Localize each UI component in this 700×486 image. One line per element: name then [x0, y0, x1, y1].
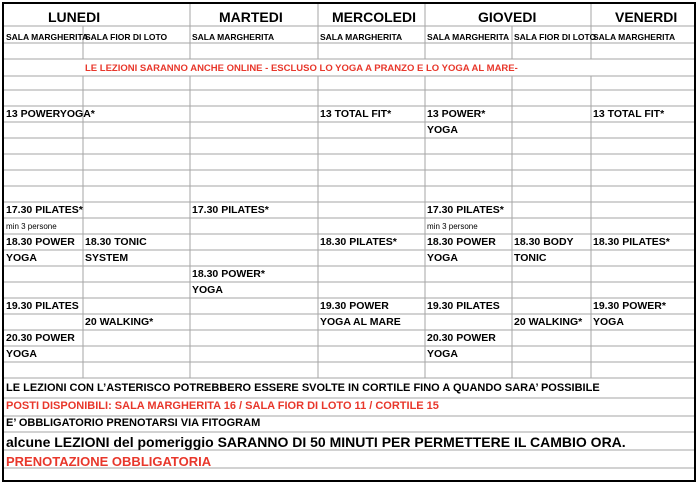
room-lun-a: SALA MARGHERITA — [6, 32, 89, 42]
class-lun-1300: 13 POWERYOGA* — [6, 108, 95, 120]
class-gio-1730: 17.30 PILATES* — [427, 204, 504, 216]
day-header-venerdi: VENERDI — [615, 9, 678, 25]
class-lun-1930: 19.30 PILATES — [6, 300, 79, 312]
room-lun-b: SALA FIOR DI LOTO — [85, 32, 168, 42]
class-giob-2000: 20 WALKING* — [514, 316, 583, 328]
note-posti: POSTI DISPONIBILI: SALA MARGHERITA 16 / SALA FIOR DI LOTO 11 / CORTILE 15 — [6, 400, 439, 412]
min-persone-gio: min 3 persone — [427, 222, 478, 231]
class-mer-1300: 13 TOTAL FIT* — [320, 108, 392, 120]
class-mar-1830: 18.30 POWER* — [192, 268, 265, 280]
class-lun-2030: 20.30 POWER — [6, 332, 75, 344]
class-lunb-1830: 18.30 TONIC — [85, 236, 147, 248]
day-header-lunedi: LUNEDI — [48, 9, 101, 25]
class-gio-1300: 13 POWER* — [427, 108, 486, 120]
room-gio-a: SALA MARGHERITA — [427, 32, 510, 42]
note-cortile: LE LEZIONI CON L’ASTERISCO POTREBBERO ESSERE SVOLTE IN CORTILE FINO A QUANDO SARA’ POSSIBILE — [6, 382, 600, 394]
class-giob-1830: 18.30 BODY — [514, 236, 574, 248]
class-gio-1830-line2: YOGA — [427, 252, 458, 264]
schedule-table — [2, 2, 696, 482]
room-ven: SALA MARGHERITA — [593, 32, 676, 42]
note-cinquanta: alcune LEZIONI del pomeriggio SARANNO DI 50 MINUTI PER PERMETTERE IL CAMBIO ORA. — [6, 434, 626, 450]
day-header-martedi: MARTEDI — [219, 9, 283, 25]
class-lun-2030-line2: YOGA — [6, 348, 37, 360]
class-mar-1830-line2: YOGA — [192, 284, 223, 296]
class-giob-1830-line2: TONIC — [514, 252, 547, 264]
class-mer-1930-line2: YOGA AL MARE — [320, 316, 401, 328]
room-mar: SALA MARGHERITA — [192, 32, 275, 42]
note-fitogram: E’ OBBLIGATORIO PRENOTARSI VIA FITOGRAM — [6, 417, 261, 429]
class-ven-1930: 19.30 POWER* — [593, 300, 666, 312]
class-lun-1830-line2: YOGA — [6, 252, 37, 264]
class-gio-2030: 20.30 POWER — [427, 332, 496, 344]
class-gio-1300-line2: YOGA — [427, 124, 458, 136]
class-gio-2030-line2: YOGA — [427, 348, 458, 360]
room-gio-b: SALA FIOR DI LOTO — [514, 32, 597, 42]
note-prenotazione: PRENOTAZIONE OBBLIGATORIA — [6, 454, 212, 469]
class-ven-1930-line2: YOGA — [593, 316, 624, 328]
min-persone-lun: min 3 persone — [6, 222, 57, 231]
class-gio-1830: 18.30 POWER — [427, 236, 496, 248]
room-mer: SALA MARGHERITA — [320, 32, 403, 42]
class-lun-1830: 18.30 POWER — [6, 236, 75, 248]
online-notice: LE LEZIONI SARANNO ANCHE ONLINE - ESCLUSO LO YOGA A PRANZO E LO YOGA AL MARE- — [85, 63, 518, 74]
day-header-giovedi: GIOVEDI — [478, 9, 537, 25]
class-lunb-1830-line2: SYSTEM — [85, 252, 129, 264]
class-gio-1930: 19.30 PILATES — [427, 300, 500, 312]
class-mer-1830: 18.30 PILATES* — [320, 236, 397, 248]
class-lunb-2000: 20 WALKING* — [85, 316, 154, 328]
class-ven-1830: 18.30 PILATES* — [593, 236, 670, 248]
day-header-mercoledi: MERCOLEDI — [332, 9, 416, 25]
class-ven-1300: 13 TOTAL FIT* — [593, 108, 665, 120]
class-mar-1730: 17.30 PILATES* — [192, 204, 269, 216]
class-lun-1730: 17.30 PILATES* — [6, 204, 83, 216]
class-mer-1930: 19.30 POWER — [320, 300, 389, 312]
